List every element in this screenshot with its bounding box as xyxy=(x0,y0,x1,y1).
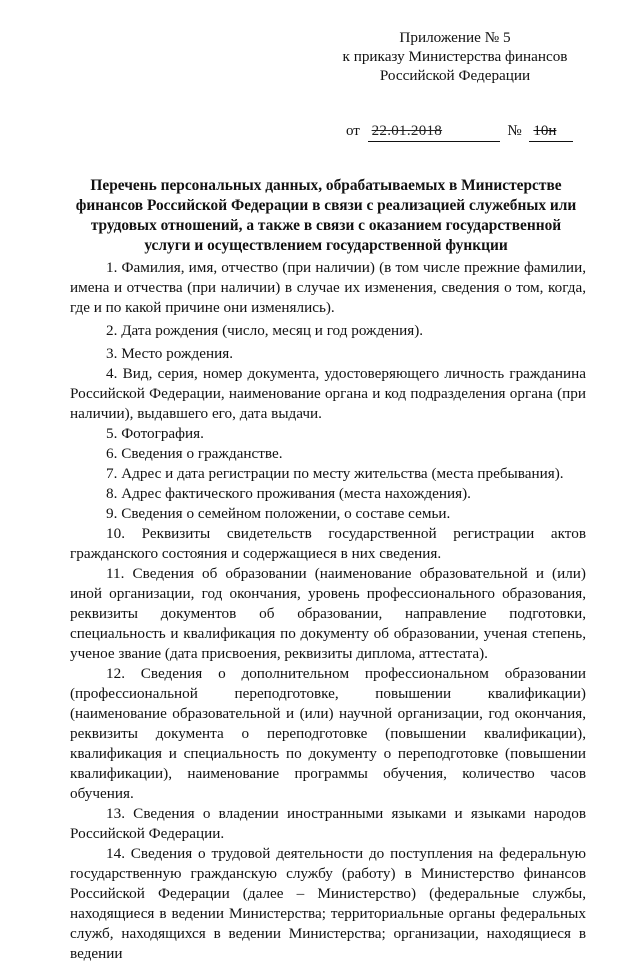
appendix-number: Приложение № 5 xyxy=(399,29,511,46)
list-item: 14. Сведения о трудовой деятельности до поступления на федеральную государственную гражданскую службу (работу) в Министерство финансов Российской Федерации (далее – Министерство) (федеральные службы, находящиеся в ведении Министерства; территориальные органы федеральных служб, находящихся в ведении Министерства; организации, находящиеся в ведении xyxy=(70,845,586,962)
order-number: 10н xyxy=(529,122,573,142)
list-item: 8. Адрес фактического проживания (места нахождения). xyxy=(106,485,471,502)
list-item: 12. Сведения о дополнительном профессиональном образовании (профессиональной переподготовке, повышении квалификации) (наименование образовательной и (или) научной организации, год окончания, реквизиты документа о переподготовке (повышении квалификации), квалификация и специальность по документу о переподготовке (повышении квалификации), наименование программы обучения, количество часов обучения. xyxy=(70,665,586,802)
list-item: 1. Фамилия, имя, отчество (при наличии) (в том числе прежние фамилии, имена и отчества (при наличии) в случае их изменения, сведения о том, когда, где и по какой причине они изменялись). xyxy=(70,259,586,316)
appendix-order-ref: к приказу Министерства финансов xyxy=(342,48,568,65)
list-item: 7. Адрес и дата регистрации по месту жительства (места пребывания). xyxy=(106,465,564,482)
appendix-ministry: Российской Федерации xyxy=(379,67,531,84)
order-number-label: № xyxy=(507,123,522,139)
document-title: Перечень персональных данных, обрабатываемых в Министерстве финансов Российской Федерации в связи с реализацией служебных или трудовых отношений, а также в связи с оказанием государственной услуги и осуществлением государственной функции xyxy=(75,177,577,254)
document-body xyxy=(70,258,586,964)
list-item: 13. Сведения о владении иностранными языками и языками народов Российской Федерации. xyxy=(70,805,586,842)
order-date: 22.01.2018 xyxy=(368,122,500,142)
order-date-line xyxy=(346,122,606,142)
list-item: 3. Место рождения. xyxy=(106,345,233,362)
list-item: 6. Сведения о гражданстве. xyxy=(106,445,283,462)
order-from-label: от xyxy=(346,123,360,139)
list-item: 4. Вид, серия, номер документа, удостоверяющего личность гражданина Российской Федерации, наименование органа и код подразделения органа (при наличии), выдавшего его, дата выдачи. xyxy=(70,365,586,422)
list-item: 10. Реквизиты свидетельств государственной регистрации актов гражданского состояния и содержащиеся в них сведения. xyxy=(70,525,586,562)
list-item: 5. Фотография. xyxy=(106,425,204,442)
list-item: 9. Сведения о семейном положении, о составе семьи. xyxy=(106,505,451,522)
list-item: 11. Сведения об образовании (наименование образовательной и (или) иной организации, год окончания, уровень профессионального образования, реквизиты документов об образовании, направление подготовки, специальность и квалификация по документу об образовании, ученая степень, ученое звание (дата присвоения, реквизиты диплома, аттестата). xyxy=(70,565,586,662)
list-item: 2. Дата рождения (число, месяц и год рождения). xyxy=(106,322,424,339)
appendix-header xyxy=(330,28,580,85)
